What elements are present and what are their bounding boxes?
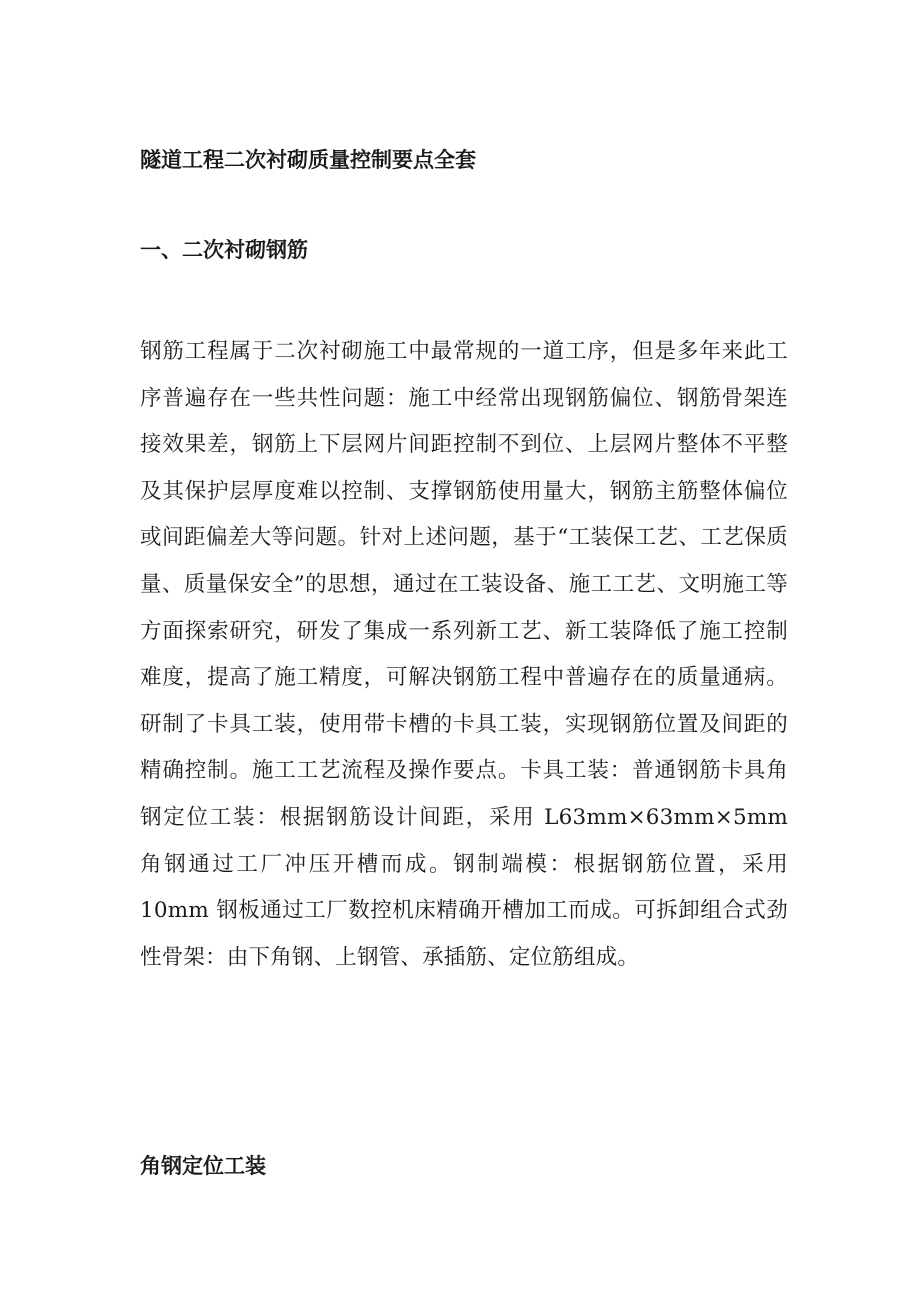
document-title: 隧道工程二次衬砌质量控制要点全套 [140, 148, 476, 172]
sub-heading: 角钢定位工装 [140, 1153, 266, 1178]
section-heading: 一、二次衬砌钢筋 [140, 237, 308, 262]
body-paragraph: 钢筋工程属于二次衬砌施工中最常规的一道工序，但是多年来此工序普遍存在一些共性问题：施工中经常出现钢筋偏位、钢筋骨架连接效果差，钢筋上下层网片间距控制不到位、上层网片整体不平整及其保护层厚度难以控制、支撑钢筋使用量大，钢筋主筋整体偏位或间距偏差大等问题。针对上述问题，基于“工装保工艺、工艺保质量、质量保安全”的思想，通过在工装设备、施工工艺、文明施工等方面探索研究，研发了集成一系列新工艺、新工装降低了施工控制难度，提高了施工精度，可解决钢筋工程中普遍存在的质量通病。研制了卡具工装，使用带卡槽的卡具工装，实现钢筋位置及间距的精确控制。施工工艺流程及操作要点。卡具工装：普通钢筋卡具角钢定位工装：根据钢筋设计间距，采用 L63mm×63mm×5mm 角钢通过工厂冲压开槽而成。钢制端模：根据钢筋位置，采用 10mm 钢板通过工厂数控机床精确开槽加工而成。可拆卸组合式劲性骨架：由下角钢、上钢管、承插筋、定位筋组成。 [140, 339, 788, 970]
